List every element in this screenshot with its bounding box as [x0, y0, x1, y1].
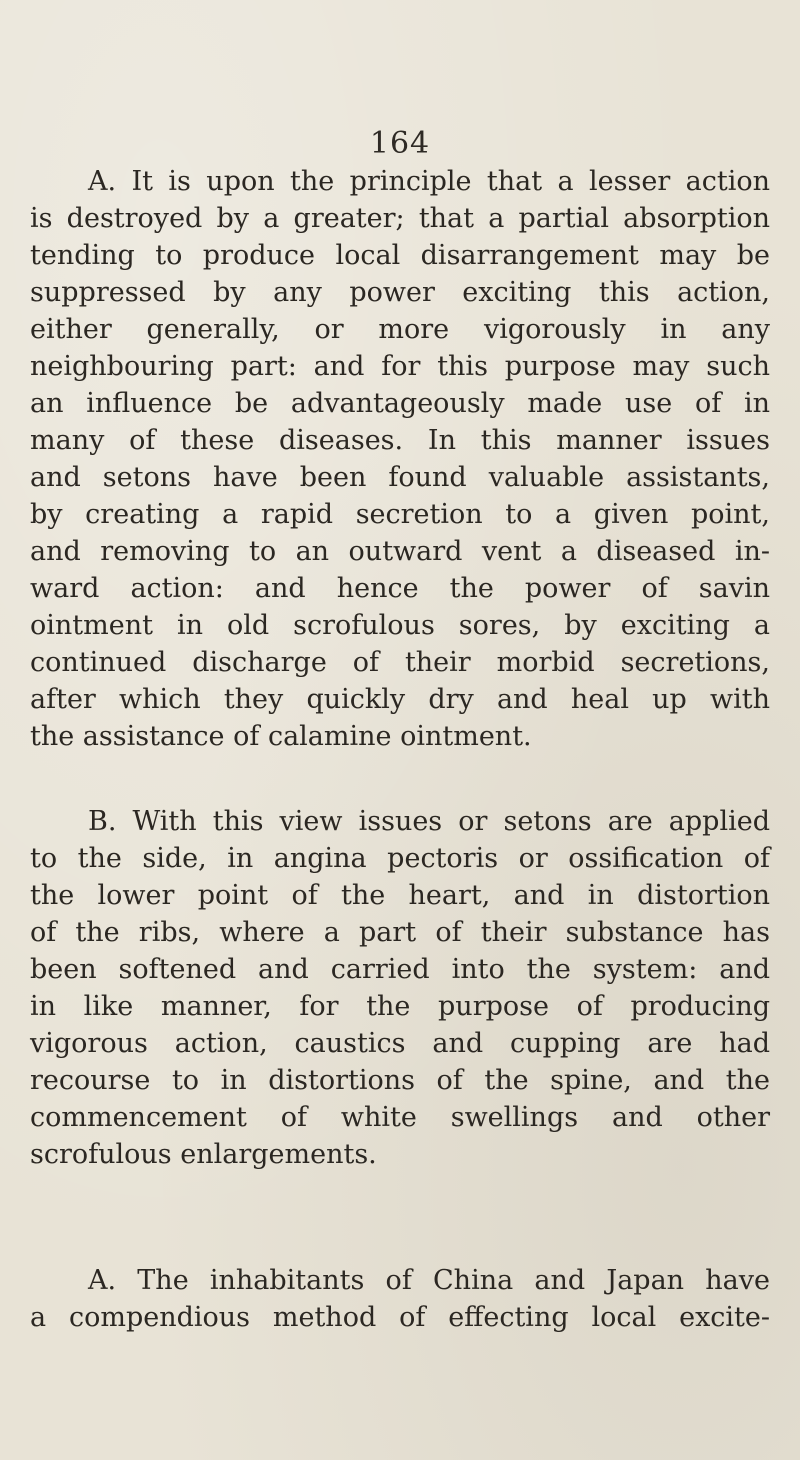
text-line: the lower point of the heart, and in distortion — [30, 880, 770, 911]
text-line: ward action: and hence the power of savin — [30, 573, 770, 604]
text-line: continued discharge of their morbid secretions, — [30, 647, 770, 678]
text-line: and setons have been found valuable assistants, — [30, 462, 770, 493]
text-line: tending to produce local disarrangement may be — [30, 240, 770, 271]
text-line: suppressed by any power exciting this action, — [30, 277, 770, 308]
text-line: commencement of white swellings and other — [30, 1102, 770, 1133]
text-line: by creating a rapid secretion to a given point, — [30, 499, 770, 530]
text-line: A. It is upon the principle that a lesser action — [88, 166, 770, 197]
text-line: been softened and carried into the system: and — [30, 954, 770, 985]
text-line: to the side, in angina pectoris or ossification of — [30, 843, 770, 874]
text-line: of the ribs, where a part of their substance has — [30, 917, 770, 948]
text-line: B. With this view issues or setons are applied — [88, 806, 770, 837]
text-line: a compendious method of effecting local excite- — [30, 1302, 770, 1333]
text-line: A. The inhabitants of China and Japan have — [88, 1265, 770, 1296]
paragraph-c — [30, 1262, 770, 1336]
text-line: either generally, or more vigorously in any — [30, 314, 770, 345]
text-line: neighbouring part: and for this purpose may such — [30, 351, 770, 382]
text-line: an influence be advantageously made use of in — [30, 388, 770, 419]
text-line: and removing to an outward vent a diseased in- — [30, 536, 770, 567]
text-line: is destroyed by a greater; that a partial absorption — [30, 203, 770, 234]
text-line: in like manner, for the purpose of producing — [30, 991, 770, 1022]
text-line: vigorous action, caustics and cupping are had — [30, 1028, 770, 1059]
text-line: scrofulous enlargements. — [30, 1139, 377, 1170]
page-number: 164 — [369, 126, 431, 161]
text-line: recourse to in distortions of the spine, and the — [30, 1065, 770, 1096]
paragraph-a — [30, 163, 770, 755]
text-line: ointment in old scrofulous sores, by exciting a — [30, 610, 770, 641]
paragraph-b — [30, 803, 770, 1173]
text-line: many of these diseases. In this manner issues — [30, 425, 770, 456]
text-line: after which they quickly dry and heal up with — [30, 684, 770, 715]
text-line: the assistance of calamine ointment. — [30, 721, 532, 752]
